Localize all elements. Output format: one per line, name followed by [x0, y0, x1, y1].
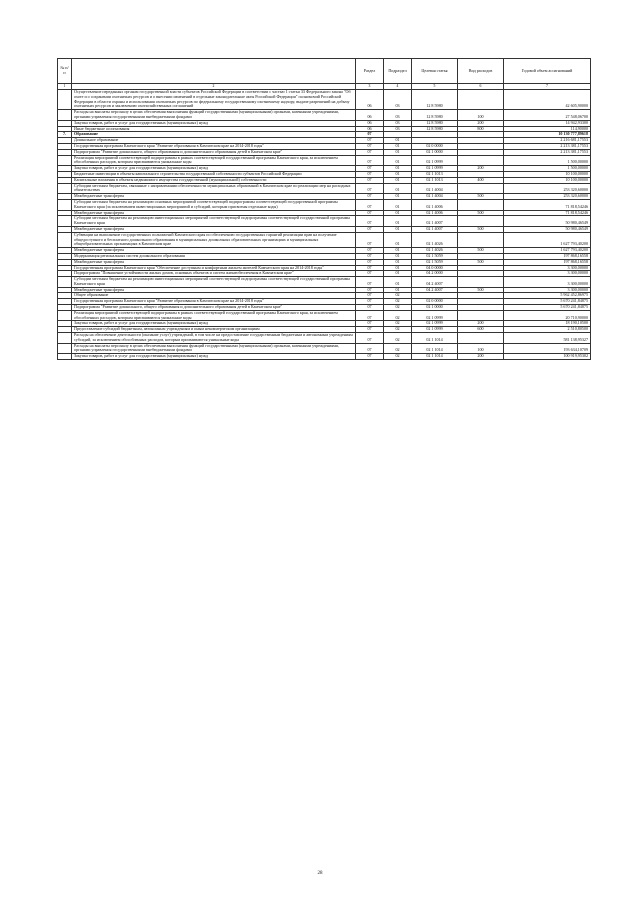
row-expense-type: 500: [458, 248, 504, 254]
row-podrazdel: 01: [384, 194, 412, 200]
row-podrazdel: 01: [384, 216, 412, 227]
row-amount: 1 500,00000: [504, 155, 591, 166]
row-amount: 253 320,60000: [504, 183, 591, 194]
row-expense-type: 200: [458, 166, 504, 172]
row-expense-type: 100: [458, 343, 504, 354]
row-target-article: 02 1 4004: [412, 183, 458, 194]
row-name: Предоставление субсидий бюджетным, автономным учреждениям и иным некоммерческим организациям: [72, 327, 356, 333]
row-name: Субвенции на выполнение государственных полномочий Камчатского края по обеспечению государственных гарантий реализации прав на получение общедоступного и бесплатного дошкольного образования в муниципальных дошкольных образовательных организациях и муниципальных общеобразовательных организациях в Камчатском крае: [72, 232, 356, 247]
row-podrazdel: 01: [384, 210, 412, 216]
row-target-article: 04 2 4007: [412, 287, 458, 293]
row-expense-type: [458, 310, 504, 321]
budget-table: [57, 58, 591, 360]
row-expense-type: [458, 199, 504, 210]
row-target-article: 02 1 5059: [412, 259, 458, 265]
row-expense-type: 200: [458, 354, 504, 360]
row-number: [58, 343, 72, 354]
row-razdel: 07: [356, 226, 384, 232]
row-target-article: 02 1 4026: [412, 232, 458, 247]
row-podrazdel: 03: [384, 110, 412, 121]
row-podrazdel: 01: [384, 166, 412, 172]
row-razdel: 07: [356, 327, 384, 333]
row-razdel: 06: [356, 120, 384, 126]
row-expense-type: [458, 232, 504, 247]
header-num: № п/п: [58, 59, 72, 84]
row-podrazdel: 01: [384, 138, 412, 144]
row-name: Дошкольное образование: [72, 138, 356, 144]
row-target-article: 02 1 1014: [412, 333, 458, 344]
row-expense-type: 400: [458, 177, 504, 183]
row-expense-type: [458, 155, 504, 166]
row-razdel: 07: [356, 293, 384, 299]
row-razdel: 07: [356, 155, 384, 166]
row-amount: 2 213 381,17553: [504, 149, 591, 155]
row-expense-type: 600: [458, 327, 504, 333]
row-amount: 3 300,00000: [504, 287, 591, 293]
row-amount: 193 634,10709: [504, 343, 591, 354]
row-razdel: 07: [356, 216, 384, 227]
row-expense-type: 500: [458, 194, 504, 200]
row-razdel: 07: [356, 321, 384, 327]
table-row: [58, 90, 591, 110]
row-razdel: 07: [356, 232, 384, 247]
row-razdel: 07: [356, 149, 384, 155]
row-podrazdel: 02: [384, 354, 412, 360]
row-name: Субсидии местным бюджетам на реализацию инвестиционных мероприятий соответствующей подпрограммы соответствующей государственной программы Камчатского края: [72, 216, 356, 227]
row-razdel: 07: [356, 194, 384, 200]
row-razdel: 07: [356, 310, 384, 321]
column-number: 4: [384, 84, 412, 90]
table-row: [58, 310, 591, 321]
row-name: Расходы на выплаты персоналу в целях обеспечения выполнения функций государственными (муниципальными) органами, казенными учреждениями, органами управления государственными внебюджетными фондами: [72, 110, 356, 121]
row-name: Осуществление переданных органам государственной власти субъектов Российской Федерации в соответствии с частью 1 статьи 33 Федерального закона "Об охоте и о сохранении охотничьих ресурсов и о внесении изменений в отдельные законодательные акты Российской Федерации" полномочий Российской Федерации в области охраны и использования охотничьих ресурсов по федеральному государственному охотничьему надзору, выдаче разрешений на добычу охотничьих ресурсов и заключению охотхозяйственных соглашений: [72, 90, 356, 110]
row-name: Образование: [72, 132, 356, 138]
row-number: [58, 110, 72, 121]
row-podrazdel: 02: [384, 299, 412, 305]
row-number: 7.: [58, 132, 72, 138]
row-target-article: 04 0 0000: [412, 265, 458, 271]
row-amount: 3 300,00000: [504, 265, 591, 271]
row-name: Субсидии местным бюджетам на реализацию инвестиционных мероприятий соответствующей подпрограммы соответствующей государственной программы Камчатского края: [72, 277, 356, 288]
column-number: 6: [458, 84, 504, 90]
row-name: Реализация мероприятий соответствующей подпрограммы в рамках соответствующей государственной программы Камчатского края, за исключением обособленных расходов, которым присваиваются уникальные коды: [72, 310, 356, 321]
row-razdel: 07: [356, 248, 384, 254]
row-number: [58, 199, 72, 210]
row-expense-type: 500: [458, 226, 504, 232]
row-podrazdel: 01: [384, 143, 412, 149]
row-razdel: 06: [356, 126, 384, 132]
row-podrazdel: 02: [384, 327, 412, 333]
row-number: [58, 310, 72, 321]
row-podrazdel: 01: [384, 149, 412, 155]
table-row: [58, 183, 591, 194]
row-name: Государственная программа Камчатского края "Развитие образования в Камчатском крае на 2014-2018 годы": [72, 299, 356, 305]
row-name: Закупка товаров, работ и услуг для государственных (муниципальных) нужд: [72, 321, 356, 327]
table-body: [58, 90, 591, 360]
table-row: [58, 343, 591, 354]
row-name: Межбюджетные трансферты: [72, 287, 356, 293]
row-razdel: 07: [356, 166, 384, 172]
row-amount: 18 190,10500: [504, 321, 591, 327]
row-amount: 100 919,95302: [504, 354, 591, 360]
row-number: [58, 354, 72, 360]
header-razdel: Раздел: [356, 59, 384, 84]
row-expense-type: [458, 90, 504, 110]
row-amount: 197 868,16558: [504, 259, 591, 265]
table-row: [58, 333, 591, 344]
row-razdel: 07: [356, 253, 384, 259]
table-row: [58, 155, 591, 166]
row-podrazdel: 01: [384, 155, 412, 166]
row-expense-type: 800: [458, 126, 504, 132]
row-amount: 197 868,16558: [504, 253, 591, 259]
row-amount: 5 670 241,84875: [504, 305, 591, 311]
row-number: [58, 277, 72, 288]
row-amount: 1 627 793,40200: [504, 248, 591, 254]
row-razdel: 07: [356, 277, 384, 288]
row-podrazdel: 02: [384, 333, 412, 344]
row-amount: 10 130 777,89618: [504, 132, 591, 138]
row-target-article: 02 1 5059: [412, 253, 458, 259]
row-name: Реализация мероприятий соответствующей подпрограммы в рамках соответствующей государственной программы Камчатского края, за исключением обособленных расходов, которым присваиваются уникальные коды: [72, 155, 356, 166]
row-name: Государственная программа Камчатского края "Обеспечение доступным и комфортным жильем жителей Камчатского края на 2014-2018 годы": [72, 265, 356, 271]
row-amount: 71 818,54246: [504, 199, 591, 210]
row-razdel: 07: [356, 265, 384, 271]
row-amount: 5 962 452,86975: [504, 293, 591, 299]
row-podrazdel: 01: [384, 287, 412, 293]
budget-table-sheet: [57, 58, 590, 360]
row-amount: 1 500,00000: [504, 166, 591, 172]
row-name: Межбюджетные трансферты: [72, 248, 356, 254]
row-podrazdel: 01: [384, 277, 412, 288]
row-name: Подпрограмма "Развитие дошкольного, общего образования и дополнительного образования детей в Камчатском крае": [72, 305, 356, 311]
row-target-article: 02 1 0999: [412, 327, 458, 333]
row-target-article: 02 1 4007: [412, 226, 458, 232]
row-podrazdel: 03: [384, 126, 412, 132]
column-number: 5: [412, 84, 458, 90]
row-razdel: 07: [356, 333, 384, 344]
row-razdel: 07: [356, 305, 384, 311]
row-amount: 253 320,60000: [504, 194, 591, 200]
row-target-article: 12 8 5980: [412, 110, 458, 121]
row-razdel: 07: [356, 138, 384, 144]
header-annual-amount: Годовой объем ассигнований: [504, 59, 591, 84]
row-name: Бюджетные инвестиции в объекты капитального строительства государственной собственности субъектов Российской Федерации: [72, 171, 356, 177]
row-expense-type: 500: [458, 259, 504, 265]
row-podrazdel: 02: [384, 293, 412, 299]
row-name: Закупка товаров, работ и услуг для государственных (муниципальных) нужд: [72, 354, 356, 360]
row-expense-type: 100: [458, 110, 504, 121]
column-number: 3: [356, 84, 384, 90]
column-number: 1: [58, 84, 72, 90]
row-target-article: 02 1 4006: [412, 199, 458, 210]
row-amount: 71 818,54246: [504, 210, 591, 216]
row-razdel: 07: [356, 343, 384, 354]
row-expense-type: 200: [458, 120, 504, 126]
row-number: [58, 183, 72, 194]
row-amount: 2 213 381,17553: [504, 143, 591, 149]
row-razdel: 07: [356, 287, 384, 293]
row-name: Иные бюджетные ассигнования: [72, 126, 356, 132]
row-amount: 2 216 681,17553: [504, 138, 591, 144]
row-podrazdel: 01: [384, 232, 412, 247]
row-name: Межбюджетные трансферты: [72, 226, 356, 232]
row-razdel: 06: [356, 90, 384, 110]
row-name: Межбюджетные трансферты: [72, 210, 356, 216]
row-expense-type: [458, 277, 504, 288]
row-expense-type: 200: [458, 321, 504, 327]
row-razdel: 07: [356, 271, 384, 277]
row-amount: 3 300,00000: [504, 277, 591, 288]
row-number: [58, 232, 72, 247]
header-name: [72, 59, 356, 84]
row-target-article: 12 8 5980: [412, 90, 458, 110]
row-razdel: 07: [356, 183, 384, 194]
row-podrazdel: 01: [384, 199, 412, 210]
row-podrazdel: 02: [384, 321, 412, 327]
row-podrazdel: 01: [384, 177, 412, 183]
row-razdel: 07: [356, 143, 384, 149]
row-target-article: 04 2 0000: [412, 271, 458, 277]
row-podrazdel: 01: [384, 271, 412, 277]
row-target-article: 02 1 0999: [412, 166, 458, 172]
table-row: [58, 354, 591, 360]
row-target-article: 12 8 5980: [412, 120, 458, 126]
table-row: [58, 110, 591, 121]
row-expense-type: [458, 333, 504, 344]
row-podrazdel: 01: [384, 259, 412, 265]
table-header-row: [58, 59, 591, 84]
row-amount: 5 670 241,84875: [504, 299, 591, 305]
row-razdel: 07: [356, 354, 384, 360]
row-name: Расходы на выплаты персоналу в целях обеспечения выполнения функций государственными (муниципальными) органами, казенными учреждениями, органами управления государственными внебюджетными фондами: [72, 343, 356, 354]
row-podrazdel: 02: [384, 343, 412, 354]
row-number: [58, 333, 72, 344]
row-name: Закупка товаров, работ и услуг для государственных (муниципальных) нужд: [72, 120, 356, 126]
row-razdel: 07: [356, 199, 384, 210]
row-amount: 3 300,00000: [504, 271, 591, 277]
row-razdel: 07: [356, 132, 384, 138]
row-razdel: 06: [356, 110, 384, 121]
row-target-article: 02 1 1013: [412, 177, 458, 183]
row-target-article: 02 1 0999: [412, 155, 458, 166]
row-target-article: 02 1 4006: [412, 210, 458, 216]
row-expense-type: 500: [458, 210, 504, 216]
row-podrazdel: 01: [384, 226, 412, 232]
row-target-article: 02 1 0000: [412, 149, 458, 155]
row-number: [58, 155, 72, 166]
column-number: 2: [72, 84, 356, 90]
row-name: Субсидии местным бюджетам, связанные с направлениями обеспеченности муниципальных образований в Камчатском крае по реализации мер на расходных обязательствах: [72, 183, 356, 194]
row-razdel: 07: [356, 177, 384, 183]
row-name: Закупка товаров, работ и услуг для государственных (муниципальных) нужд: [72, 166, 356, 172]
row-amount: 10 100,00000: [504, 177, 591, 183]
row-podrazdel: 03: [384, 90, 412, 110]
row-expense-type: [458, 216, 504, 227]
row-target-article: 02 0 0000: [412, 299, 458, 305]
table-row: [58, 216, 591, 227]
row-razdel: 07: [356, 171, 384, 177]
row-name: Подпрограмма "Развитие дошкольного, общего образования и дополнительного образования детей в Камчатском крае": [72, 149, 356, 155]
row-target-article: 02 1 0999: [412, 321, 458, 327]
row-podrazdel: 01: [384, 171, 412, 177]
row-target-article: 04 2 4007: [412, 277, 458, 288]
row-razdel: 07: [356, 210, 384, 216]
row-target-article: 02 1 1013: [412, 171, 458, 177]
row-expense-type: 500: [458, 287, 504, 293]
row-name: Межбюджетные трансферты: [72, 194, 356, 200]
row-target-article: 02 1 1014: [412, 354, 458, 360]
row-target-article: 02 0 0000: [412, 143, 458, 149]
row-podrazdel: 01: [384, 253, 412, 259]
row-name: Межбюджетные трансферты: [72, 259, 356, 265]
row-target-article: 02 1 4007: [412, 216, 458, 227]
row-number: [58, 216, 72, 227]
row-name: Капитальные вложения в объекты недвижимого имущества государственной (муниципальной) собственности: [72, 177, 356, 183]
row-target-article: 02 1 4026: [412, 248, 458, 254]
table-row: [58, 199, 591, 210]
row-expense-type: [458, 183, 504, 194]
row-name: Модернизация региональных систем дошкольного образования: [72, 253, 356, 259]
row-target-article: 02 1 1014: [412, 343, 458, 354]
header-podrazdel: Подраздел: [384, 59, 412, 84]
page-number: 28: [317, 871, 323, 876]
row-podrazdel: 01: [384, 265, 412, 271]
row-target-article: 02 1 0000: [412, 305, 458, 311]
row-target-article: 12 8 5980: [412, 126, 458, 132]
table-row: [58, 277, 591, 288]
row-name: Субсидии местным бюджетам на реализацию основных мероприятий соответствующей подпрограммы соответствующей государственной программы Камчатского края (за исключением инвестиционных мероприятий и субсидий, которым присвоены отдельные коды): [72, 199, 356, 210]
row-amount: 14 942,93300: [504, 120, 591, 126]
row-podrazdel: 02: [384, 310, 412, 321]
row-amount: 42 605,90000: [504, 90, 591, 110]
header-expense-type: Вид расходов: [458, 59, 504, 84]
row-podrazdel: 02: [384, 305, 412, 311]
row-podrazdel: 03: [384, 120, 412, 126]
row-amount: 50 980,46549: [504, 216, 591, 227]
row-name: Государственная программа Камчатского края "Развитие образования в Камчатском крае на 2014-2018 годы": [72, 143, 356, 149]
row-number: [58, 90, 72, 110]
row-name: Расходы на обеспечение деятельности (оказание услуг) учреждений, в том числе на предоставление государственным бюджетным и автономным учреждениям субсидий, за исключением обособленных расходов, которым присваиваются уникальные коды: [72, 333, 356, 344]
row-razdel: 07: [356, 259, 384, 265]
row-target-article: 02 1 0999: [412, 310, 458, 321]
row-amount: 1 627 793,40200: [504, 232, 591, 247]
row-name: Подпрограмма "Повышение устойчивости жилых домов, основных объектов и систем жизнеобеспечения в Камчатском крае": [72, 271, 356, 277]
row-amount: 50 980,46549: [504, 226, 591, 232]
table-row: [58, 232, 591, 247]
column-number: 7: [504, 84, 591, 90]
row-razdel: 07: [356, 299, 384, 305]
row-amount: 27 548,06700: [504, 110, 591, 121]
row-amount: 2 510,80500: [504, 327, 591, 333]
header-target-article: Целевая статья: [412, 59, 458, 84]
row-target-article: 02 1 4004: [412, 194, 458, 200]
row-amount: 581 138,95327: [504, 333, 591, 344]
row-podrazdel: 01: [384, 248, 412, 254]
row-amount: 20 710,90000: [504, 310, 591, 321]
row-name: Общее образование: [72, 293, 356, 299]
row-amount: 114,90000: [504, 126, 591, 132]
row-amount: 10 100,00000: [504, 171, 591, 177]
row-podrazdel: 01: [384, 183, 412, 194]
